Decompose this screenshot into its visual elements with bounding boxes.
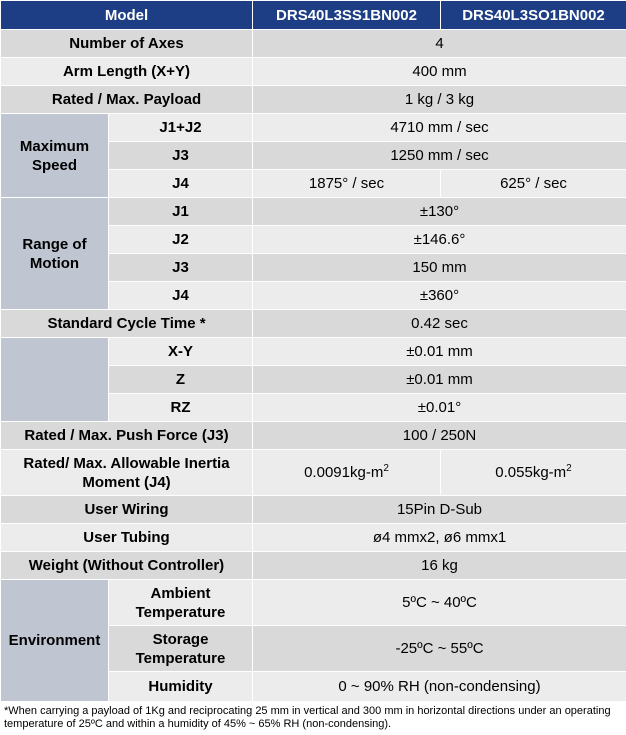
label-speed-j3: J3	[109, 142, 253, 170]
row-weight	[1, 552, 626, 580]
value-env-humidity: 0 ~ 90% RH (non-condensing)	[253, 672, 626, 702]
value-repeat-rz: ±0.01°	[253, 394, 626, 422]
inertia-exp-1: 2	[383, 463, 389, 474]
value-inertia-model2	[441, 450, 626, 496]
label-motion-j3: J3	[109, 254, 253, 282]
row-repeat-xy	[1, 338, 626, 366]
value-motion-j4: ±360°	[253, 282, 626, 310]
header-row	[1, 1, 626, 30]
value-payload: 1 kg / 3 kg	[253, 86, 626, 114]
label-env-humidity: Humidity	[109, 672, 253, 702]
label-tubing: User Tubing	[1, 524, 253, 552]
group-repeatability	[1, 338, 109, 422]
value-motion-j1: ±130°	[253, 198, 626, 226]
label-env-ambient: Ambient Temperature	[109, 580, 253, 626]
label-axes: Number of Axes	[1, 30, 253, 58]
header-model-2: DRS40L3SO1BN002	[441, 1, 626, 30]
label-payload: Rated / Max. Payload	[1, 86, 253, 114]
label-cycle: Standard Cycle Time *	[1, 310, 253, 338]
row-arm	[1, 58, 626, 86]
header-model-1: DRS40L3SS1BN002	[253, 1, 441, 30]
label-speed-j4: J4	[109, 170, 253, 198]
label-repeat-rz: RZ	[109, 394, 253, 422]
value-speed-j4-model1: 1875° / sec	[253, 170, 441, 198]
value-axes: 4	[253, 30, 626, 58]
value-arm: 400 mm	[253, 58, 626, 86]
row-speed-j1j2	[1, 114, 626, 142]
value-push-force: 100 / 250N	[253, 422, 626, 450]
label-repeat-z: Z	[109, 366, 253, 394]
value-env-storage: -25ºC ~ 55ºC	[253, 626, 626, 672]
group-range-of-motion: Range of Motion	[1, 198, 109, 310]
label-wiring: User Wiring	[1, 496, 253, 524]
label-inertia: Rated/ Max. Allowable Inertia Moment (J4)	[1, 450, 253, 496]
value-wiring: 15Pin D-Sub	[253, 496, 626, 524]
value-inertia-model1	[253, 450, 441, 496]
value-weight: 16 kg	[253, 552, 626, 580]
inertia-number-1: 0.0091	[304, 464, 350, 481]
value-tubing: ø4 mmx2, ø6 mmx1	[253, 524, 626, 552]
row-axes	[1, 30, 626, 58]
value-env-ambient: 5ºC ~ 40ºC	[253, 580, 626, 626]
label-speed-j1j2: J1+J2	[109, 114, 253, 142]
inertia-number-2: 0.055	[495, 464, 533, 481]
value-speed-j1j2: 4710 mm / sec	[253, 114, 626, 142]
label-push-force: Rated / Max. Push Force (J3)	[1, 422, 253, 450]
value-speed-j4-model2: 625° / sec	[441, 170, 626, 198]
value-repeat-xy: ±0.01 mm	[253, 338, 626, 366]
inertia-unit-1: kg-m	[349, 464, 384, 481]
row-wiring	[1, 496, 626, 524]
inertia-exp-2: 2	[566, 463, 572, 474]
label-repeat-xy: X-Y	[109, 338, 253, 366]
row-tubing	[1, 524, 626, 552]
group-environment: Environment	[1, 580, 109, 702]
row-motion-j1	[1, 198, 626, 226]
footnote: *When carrying a payload of 1Kg and reciprocating 25 mm in vertical and 300 mm in horizontal directions under an operating temperature of 25ºC and within a humidity of 45% ~ 65% RH (non-condensing).	[4, 705, 611, 730]
label-motion-j2: J2	[109, 226, 253, 254]
row-inertia	[1, 450, 626, 496]
value-speed-j3: 1250 mm / sec	[253, 142, 626, 170]
row-payload	[1, 86, 626, 114]
value-motion-j3: 150 mm	[253, 254, 626, 282]
inertia-unit-2: kg-m	[532, 464, 567, 481]
value-motion-j2: ±146.6°	[253, 226, 626, 254]
group-max-speed: Maximum Speed	[1, 114, 109, 198]
label-motion-j4: J4	[109, 282, 253, 310]
header-model: Model	[1, 1, 253, 30]
value-cycle: 0.42 sec	[253, 310, 626, 338]
label-env-storage: Storage Temperature	[109, 626, 253, 672]
value-repeat-z: ±0.01 mm	[253, 366, 626, 394]
row-env-ambient	[1, 580, 626, 626]
row-push-force	[1, 422, 626, 450]
label-arm: Arm Length (X+Y)	[1, 58, 253, 86]
label-weight: Weight (Without Controller)	[1, 552, 253, 580]
label-motion-j1: J1	[109, 198, 253, 226]
row-cycle	[1, 310, 626, 338]
